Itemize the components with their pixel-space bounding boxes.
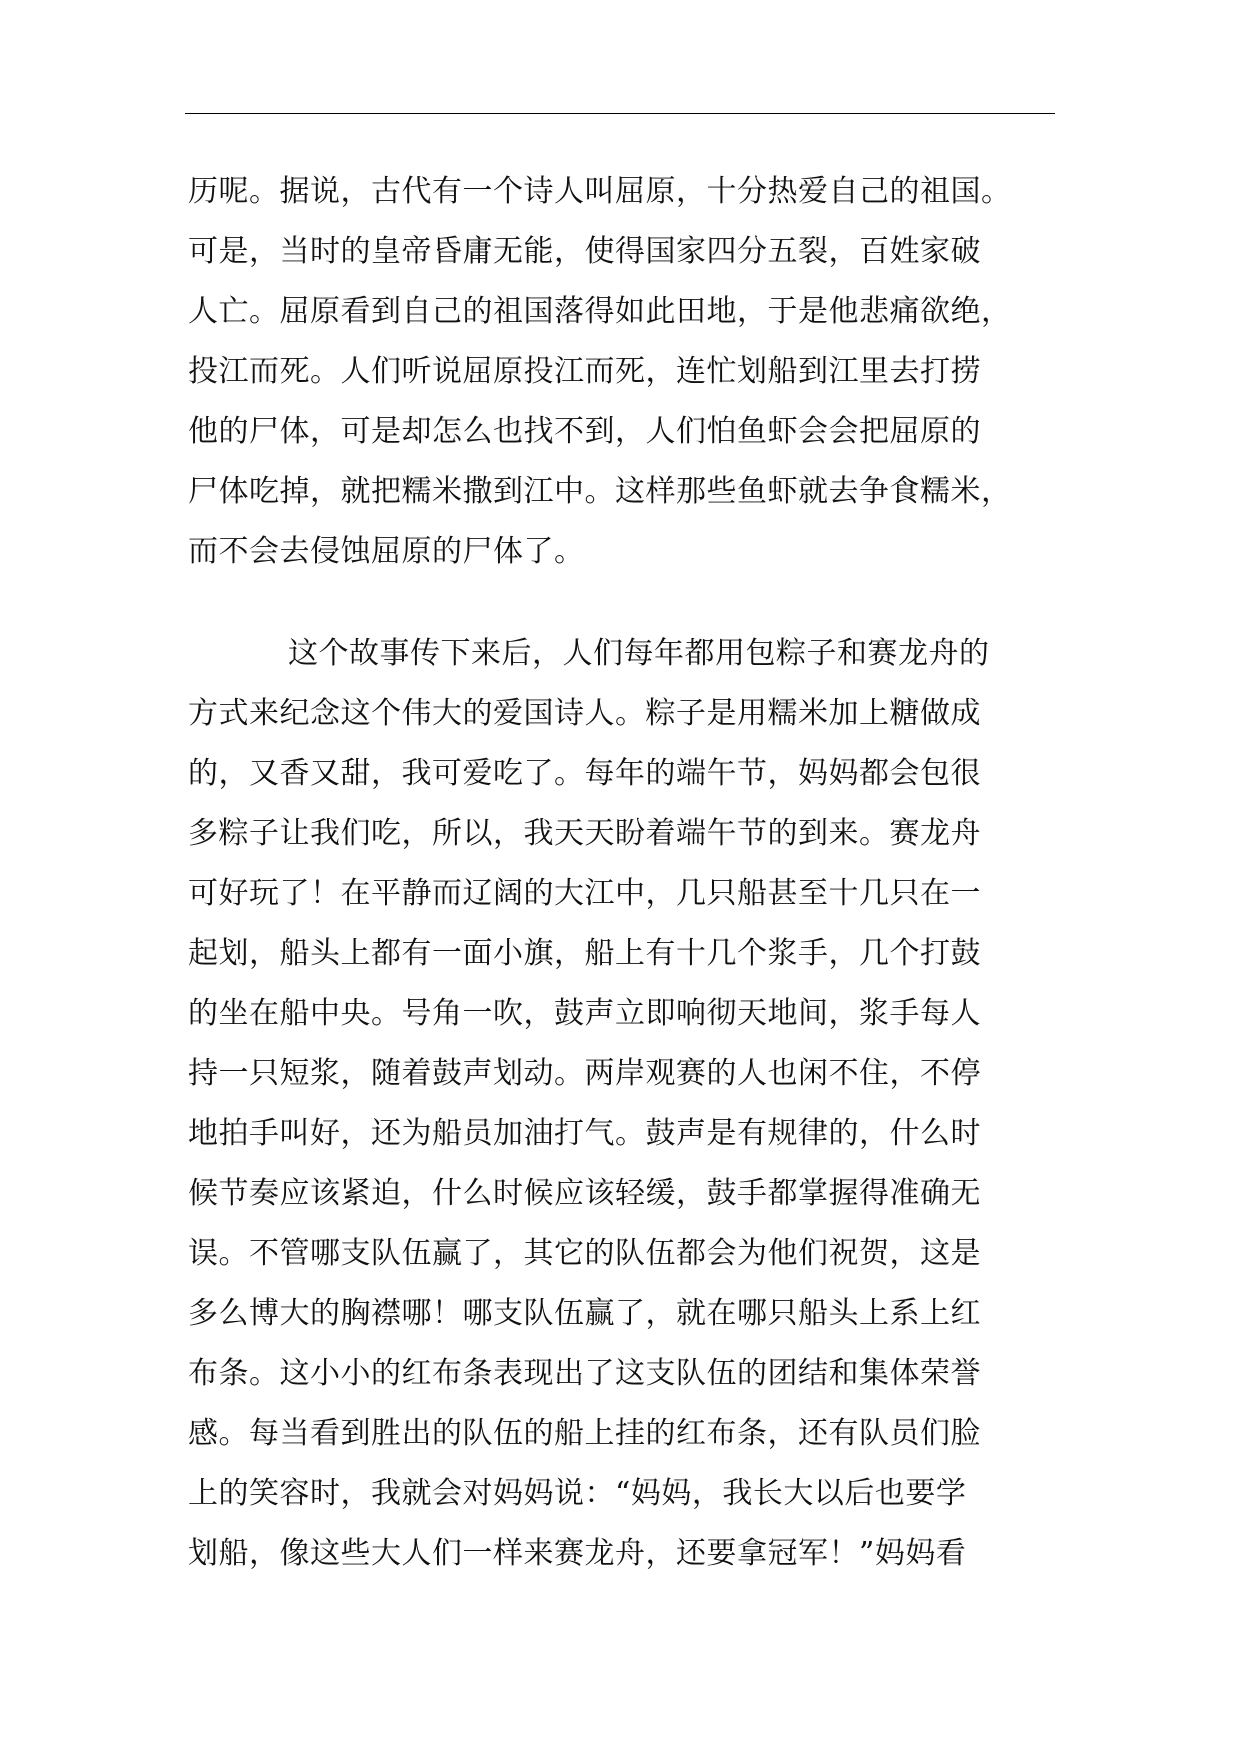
text-line: 投江而死。人们听说屈原投江而死，连忙划船到江里去打捞 <box>188 354 981 389</box>
text-line: 划船，像这些大人们一样来赛龙舟，还要拿冠军！”妈妈看 <box>188 1536 967 1571</box>
text-line: 而不会去侵蚀屈原的尸体了。 <box>188 534 585 569</box>
text-line: 方式来纪念这个伟大的爱国诗人。粽子是用糯米加上糖做成 <box>188 696 981 731</box>
paragraph-1 <box>188 162 1058 582</box>
text-line: 人亡。屈原看到自己的祖国落得如此田地，于是他悲痛欲绝， <box>188 294 1012 329</box>
text-line: 地拍手叫好，还为船员加油打气。鼓声是有规律的，什么时 <box>188 1116 981 1151</box>
text-line: 的，又香又甜，我可爱吃了。每年的端午节，妈妈都会包很 <box>188 756 981 791</box>
text-line: 候节奏应该紧迫，什么时候应该轻缓，鼓手都掌握得准确无 <box>188 1176 981 1211</box>
header-rule <box>185 113 1055 114</box>
text-line: 误。不管哪支队伍赢了，其它的队伍都会为他们祝贺，这是 <box>188 1236 981 1271</box>
text-line: 多粽子让我们吃，所以，我天天盼着端午节的到来。赛龙舟 <box>188 816 981 851</box>
text-line: 尸体吃掉，就把糯米撒到江中。这样那些鱼虾就去争食糯米， <box>188 474 1012 509</box>
text-line: 可好玩了！在平静而辽阔的大江中，几只船甚至十几只在一 <box>188 876 981 911</box>
text-line: 可是，当时的皇帝昏庸无能，使得国家四分五裂，百姓家破 <box>188 234 981 269</box>
paragraph-2 <box>188 624 1058 1584</box>
text-line: 历呢。据说，古代有一个诗人叫屈原，十分热爱自己的祖国。 <box>188 174 1012 209</box>
text-line: 持一只短浆，随着鼓声划动。两岸观赛的人也闲不住，不停 <box>188 1056 981 1091</box>
text-line: 上的笑容时，我就会对妈妈说：“妈妈，我长大以后也要学 <box>188 1476 967 1511</box>
text-line: 多么博大的胸襟哪！哪支队伍赢了，就在哪只船头上系上红 <box>188 1296 981 1331</box>
text-line: 起划，船头上都有一面小旗，船上有十几个浆手，几个打鼓 <box>188 936 981 971</box>
text-line: 的坐在船中央。号角一吹，鼓声立即响彻天地间，浆手每人 <box>188 996 981 1031</box>
text-line: 他的尸体，可是却怎么也找不到，人们怕鱼虾会会把屈原的 <box>188 414 981 449</box>
text-line: 这个故事传下来后，人们每年都用包粽子和赛龙舟的 <box>288 636 990 671</box>
text-line: 布条。这小小的红布条表现出了这支队伍的团结和集体荣誉 <box>188 1356 981 1391</box>
text-line: 感。每当看到胜出的队伍的船上挂的红布条，还有队员们脸 <box>188 1416 981 1451</box>
